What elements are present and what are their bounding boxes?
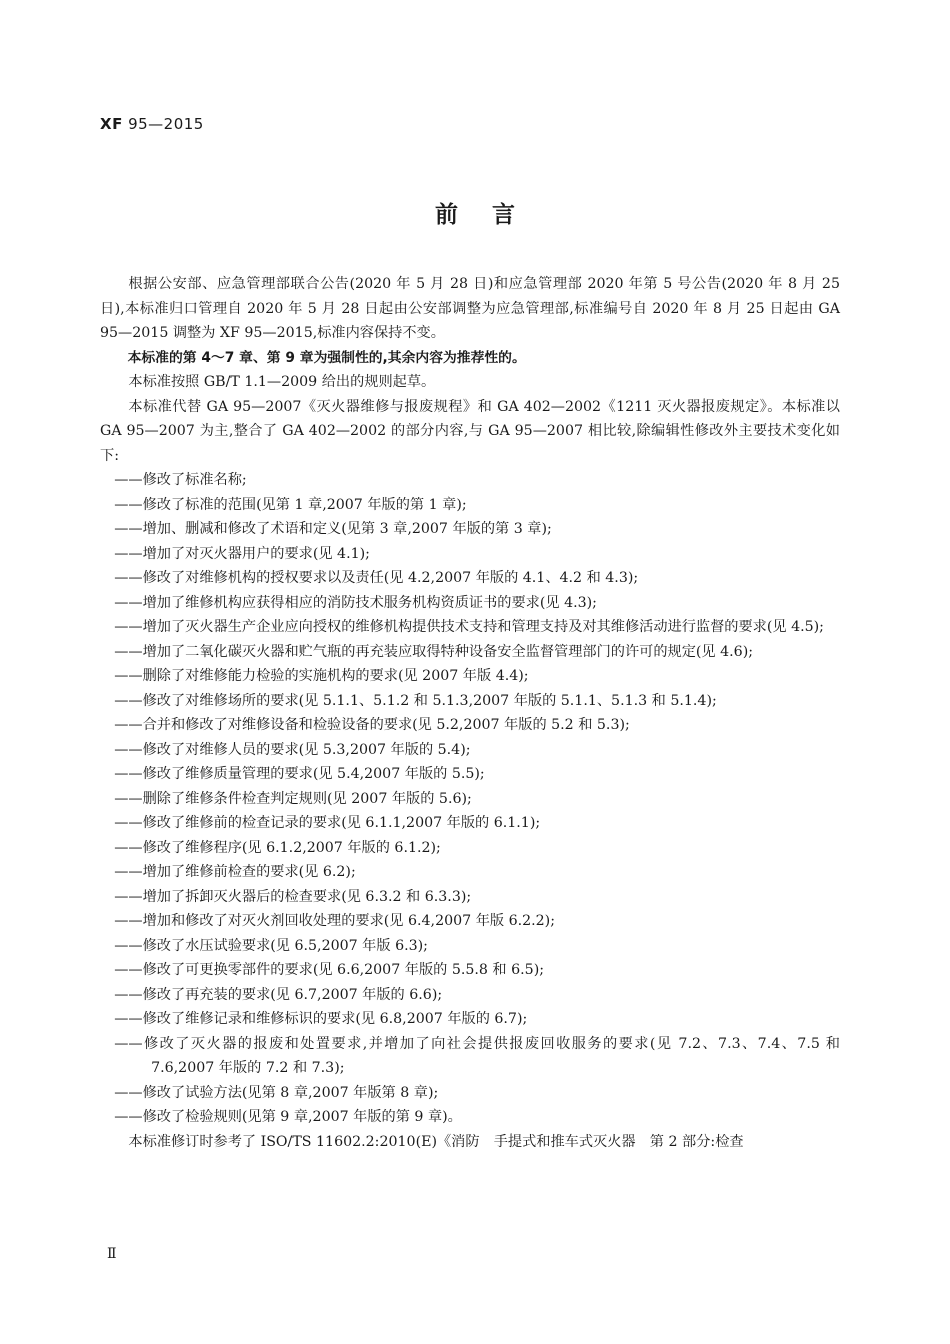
foreword-body bbox=[100, 272, 840, 1154]
list-item: ——修改了对维修人员的要求(见 5.3,2007 年版的 5.4); bbox=[114, 741, 471, 758]
list-item: ——增加了维修机构应获得相应的消防技术服务机构资质证书的要求(见 4.3); bbox=[114, 594, 597, 611]
list-item: ——修改了标准名称; bbox=[114, 472, 247, 488]
list-item: ——修改了再充装的要求(见 6.7,2007 年版的 6.6); bbox=[114, 986, 443, 1003]
list-item: ——修改了可更换零部件的要求(见 6.6,2007 年版的 5.5.8 和 6.5); bbox=[114, 962, 545, 978]
list-item: ——修改了检验规则(见第 9 章,2007 年版的第 9 章)。 bbox=[114, 1109, 462, 1125]
code-prefix: XF bbox=[100, 115, 123, 133]
list-item: ——修改了对维修场所的要求(见 5.1.1、5.1.2 和 5.1.3,2007 年版的 5.1.1、5.1.3 和 5.1.4); bbox=[114, 692, 717, 709]
page-number: Ⅱ bbox=[107, 1246, 117, 1262]
list-item: ——修改了维修记录和维修标识的要求(见 6.8,2007 年版的 6.7); bbox=[114, 1011, 528, 1027]
paragraph-replacement: 本标准代替 GA 95—2007《灭火器维修与报废规程》和 GA 402—2002《1211 灭火器报废规定》。本标准以 GA 95—2007 为主,整合了 GA 402—2002 的部分内容,与 GA 95—2007 相比较,除编辑性修改外主要技术变化如下: bbox=[100, 398, 840, 464]
list-item: ——修改了水压试验要求(见 6.5,2007 年版 6.3); bbox=[114, 937, 428, 954]
list-item: ——合并和修改了对维修设备和检验设备的要求(见 5.2,2007 年版的 5.2 和 5.3); bbox=[114, 717, 630, 733]
list-item: ——增加了维修前检查的要求(见 6.2); bbox=[114, 864, 356, 880]
list-item: ——修改了标准的范围(见第 1 章,2007 年版的第 1 章); bbox=[114, 496, 467, 513]
list-item: ——增加了灭火器生产企业应向授权的维修机构提供技术支持和管理支持及对其维修活动进行监督的要求(见 4.5); bbox=[114, 619, 824, 635]
paragraph-mandatory: 本标准的第 4～7 章、第 9 章为强制性的,其余内容为推荐性的。 bbox=[127, 349, 526, 366]
list-item: ——增加了对灭火器用户的要求(见 4.1); bbox=[114, 545, 370, 562]
code-number: 95—2015 bbox=[128, 115, 204, 133]
list-item: ——修改了维修质量管理的要求(见 5.4,2007 年版的 5.5); bbox=[114, 766, 485, 782]
list-item: ——增加、删减和修改了术语和定义(见第 3 章,2007 年版的第 3 章); bbox=[114, 521, 552, 537]
list-item: ——修改了灭火器的报废和处置要求,并增加了向社会提供报废回收服务的要求(见 7.2、7.3、7.4、7.5 和 7.6,2007 年版的 7.2 和 7.3); bbox=[114, 1035, 840, 1076]
changes-list bbox=[100, 468, 840, 1130]
list-item: ——修改了对维修机构的授权要求以及责任(见 4.2,2007 年版的 4.1、4.2 和 4.3); bbox=[114, 570, 639, 586]
list-item: ——删除了维修条件检查判定规则(见 2007 年版的 5.6); bbox=[114, 790, 472, 807]
list-item: ——增加和修改了对灭火剂回收处理的要求(见 6.4,2007 年版 6.2.2); bbox=[114, 913, 555, 929]
list-item: ——增加了二氧化碳灭火器和贮气瓶的再充装应取得特种设备安全监督管理部门的许可的规定(见 4.6); bbox=[114, 643, 754, 660]
paragraph-announcement: 根据公安部、应急管理部联合公告(2020 年 5 月 28 日)和应急管理部 2020 年第 5 号公告(2020 年 8 月 25 日),本标准归口管理自 2020 年 5 月 28 日起由公安部调整为应急管理部,标准编号自 2020 年 8 月 25 日起由 GA 95—2015 调整为 XF 95—2015,标准内容保持不变。 bbox=[100, 276, 840, 341]
paragraph-reference: 本标准修订时参考了 ISO/TS 11602.2:2010(E)《消防 手提式和推车式灭火器 第 2 部分:检查 bbox=[128, 1133, 744, 1150]
standard-code bbox=[100, 115, 204, 133]
list-item: ——修改了维修前的检查记录的要求(见 6.1.1,2007 年版的 6.1.1); bbox=[114, 815, 541, 831]
page-title: 前言 bbox=[435, 202, 549, 228]
list-item: ——修改了维修程序(见 6.1.2,2007 年版的 6.1.2); bbox=[114, 839, 441, 856]
list-item: ——增加了拆卸灭火器后的检查要求(见 6.3.2 和 6.3.3); bbox=[114, 888, 472, 905]
list-item: ——删除了对维修能力检验的实施机构的要求(见 2007 年版 4.4); bbox=[114, 668, 529, 684]
paragraph-drafting-rules: 本标准按照 GB/T 1.1—2009 给出的规则起草。 bbox=[128, 374, 436, 390]
list-item: ——修改了试验方法(见第 8 章,2007 年版第 8 章); bbox=[114, 1084, 439, 1101]
